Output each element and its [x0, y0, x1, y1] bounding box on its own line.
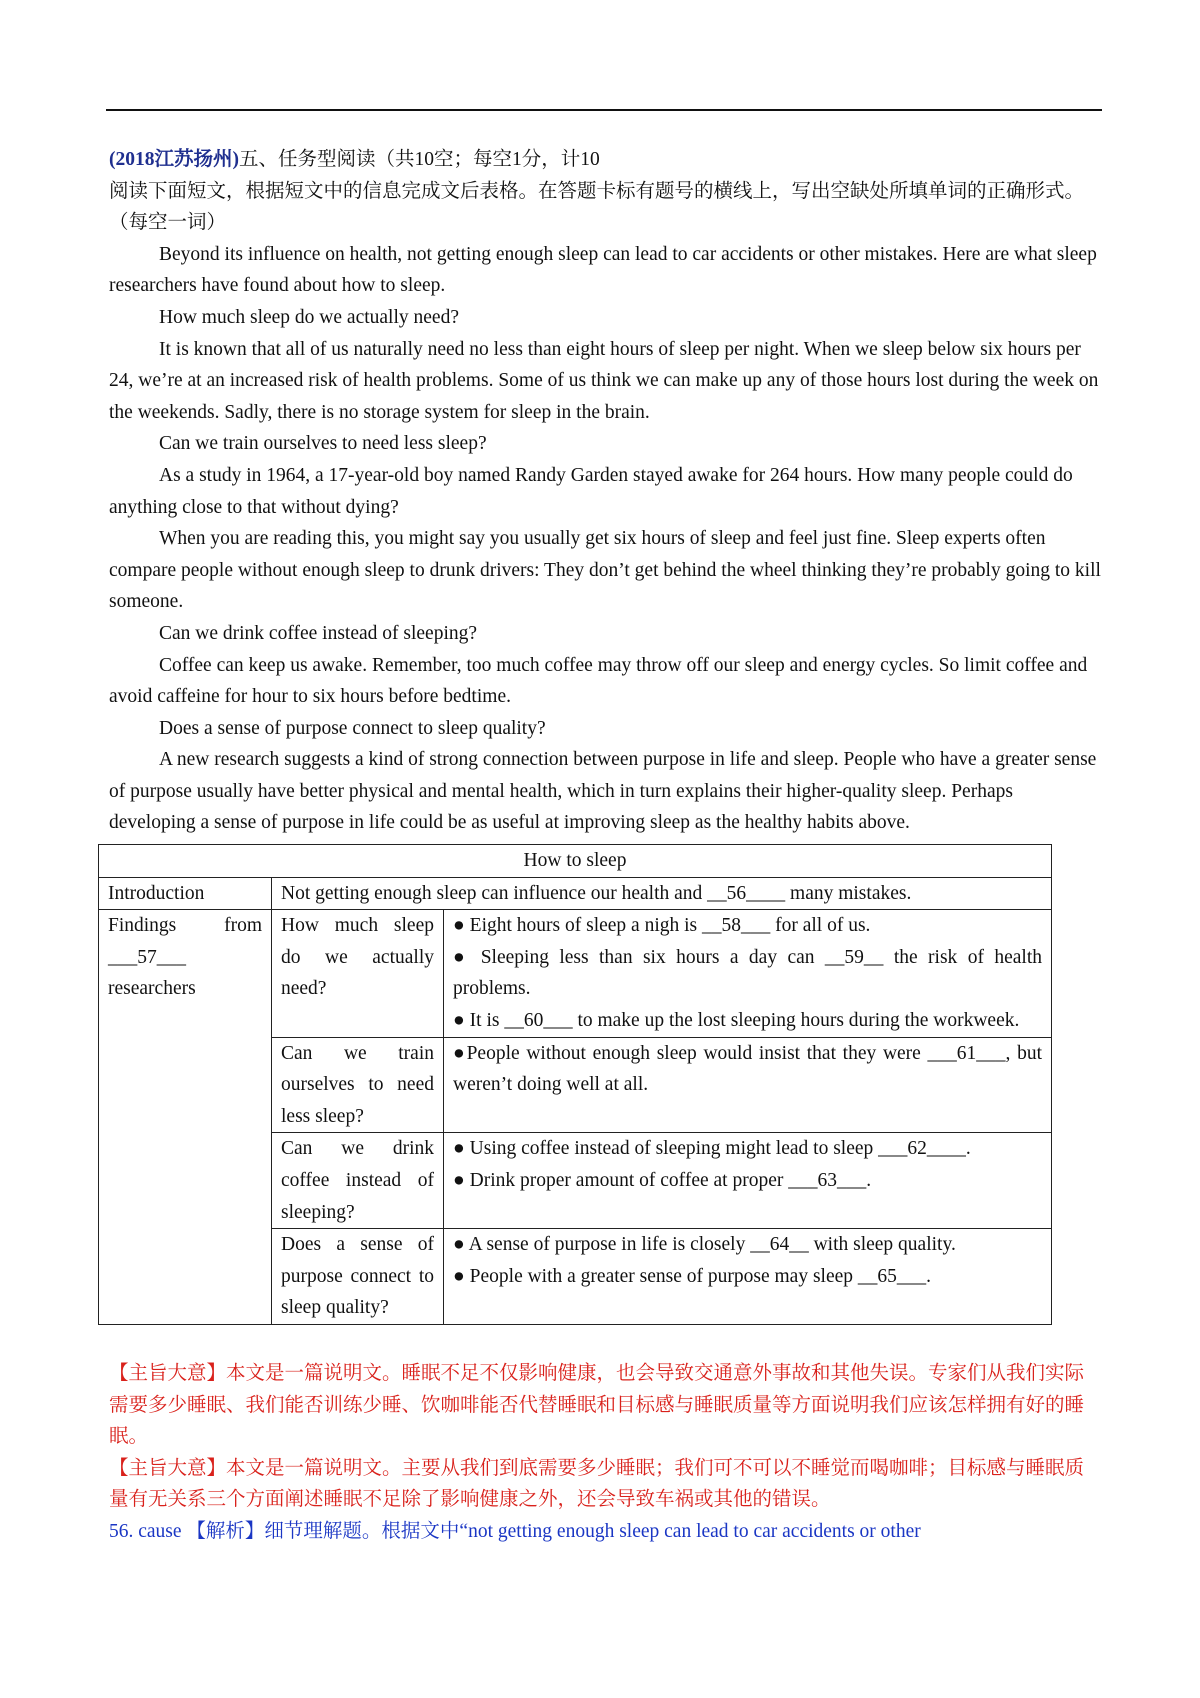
passage-paragraph: It is known that all of us naturally need no less than eight hours of sleep per night. When we sleep below six hours per 24, we’re at an increased risk of health problems. Some of us think we can make up any of those hours lost during the week on the weekends. Sadly, there is no storage system for sleep in the brain. [109, 338, 1099, 423]
header-rule [106, 109, 1102, 111]
table-answer-cell [444, 910, 1052, 1037]
question-heading [109, 144, 1102, 176]
table-question: How much sleep do we actually need? [272, 910, 444, 1037]
passage-paragraph: Coffee can keep us awake. Remember, too much coffee may throw off our sleep and energy cycles. So limit coffee and avoid caffeine for hour to six hours before bedtime. [109, 654, 1088, 708]
table-answer-cell [444, 1133, 1052, 1229]
table-point: ● People with a greater sense of purpose may sleep __65___. [453, 1265, 932, 1287]
answer-explanation: 56. cause 【解析】细节理解题。根据文中“not getting enough sleep can lead to car accidents or other [109, 1520, 921, 1542]
passage-paragraph: As a study in 1964, a 17-year-old boy named Randy Garden stayed awake for 264 hours. How many people could do anything close to that without dying? [109, 464, 1073, 518]
table-point: ● Drink proper amount of coffee at proper ___63___. [453, 1169, 872, 1191]
passage-paragraph: A new research suggests a kind of strong connection between purpose in life and sleep. People who have a greater sense of purpose usually have better physical and mental health, which in turn explains their higher-quality sleep. Perhaps developing a sense of purpose in life could be as useful at improving sleep as the healthy habits above. [109, 749, 1097, 834]
summary-paragraph: 【主旨大意】本文是一篇说明文。主要从我们到底需要多少睡眠；我们可不可以不睡觉而喝咖啡；目标感与睡眠质量有无关系三个方面阐述睡眠不足除了影响健康之外，还会导致车祸或其他的错误。 [109, 1457, 1085, 1511]
table-point: ● A sense of purpose in life is closely __64__ with sleep quality. [453, 1234, 956, 1256]
task-table [98, 844, 1052, 1325]
table-point: ● Sleeping less than six hours a day can __59__ the risk of health problems. [453, 946, 1042, 1000]
table-question: Does a sense of purpose connect to sleep quality? [272, 1229, 444, 1325]
table-question: Can we train ourselves to need less sleep? [272, 1037, 444, 1133]
question-title: 五、任务型阅读（共10空；每空1分，计10 [239, 149, 600, 170]
question-instruction: 阅读下面短文，根据短文中的信息完成文后表格。在答题卡标有题号的横线上，写出空缺处所填单词的正确形式。（每空一词） [109, 180, 1085, 234]
document-body [109, 144, 1102, 839]
table-answer-cell [444, 1037, 1052, 1133]
intro-label: Introduction [99, 877, 272, 910]
passage-paragraph: Beyond its influence on health, not getting enough sleep can lead to car accidents or other mistakes. Here are what sleep researchers have found about how to sleep. [109, 243, 1097, 297]
passage-subheading: Does a sense of purpose connect to sleep quality? [159, 717, 546, 739]
table-point: ●People without enough sleep would insist that they were ___61___, but weren’t doing well at all. [453, 1042, 1042, 1096]
passage-subheading: How much sleep do we actually need? [159, 306, 459, 328]
question-source: (2018江苏扬州) [109, 149, 239, 170]
table-point: ● Eight hours of sleep a nigh is __58___ for all of us. [453, 915, 871, 937]
table-caption: How to sleep [99, 845, 1052, 878]
passage-subheading: Can we train ourselves to need less sleep? [159, 433, 487, 455]
answer-analysis [109, 1358, 1102, 1548]
passage-paragraph: When you are reading this, you might say you usually get six hours of sleep and feel just fine. Sleep experts often compare people without enough sleep to drunk drivers: They don’t get behind the wheel thinking they’re probably going to kill someone. [109, 528, 1101, 613]
table-point: ● It is __60___ to make up the lost sleeping hours during the workweek. [453, 1009, 1020, 1031]
table-answer-cell [444, 1229, 1052, 1325]
summary-paragraph: 【主旨大意】本文是一篇说明文。睡眠不足不仅影响健康，也会导致交通意外事故和其他失误。专家们从我们实际需要多少睡眠、我们能否训练少睡、饮咖啡能否代替睡眠和目标感与睡眠质量等方面说明我们应该怎样拥有好的睡眠。 [109, 1363, 1085, 1448]
passage-subheading: Can we drink coffee instead of sleeping? [159, 622, 478, 644]
intro-text: Not getting enough sleep can influence our health and __56____ many mistakes. [272, 877, 1052, 910]
findings-label: Findings from ___57___ researchers [99, 910, 272, 1325]
table-point: ● Using coffee instead of sleeping might lead to sleep ___62____. [453, 1138, 971, 1160]
table-question: Can we drink coffee instead of sleeping? [272, 1133, 444, 1229]
